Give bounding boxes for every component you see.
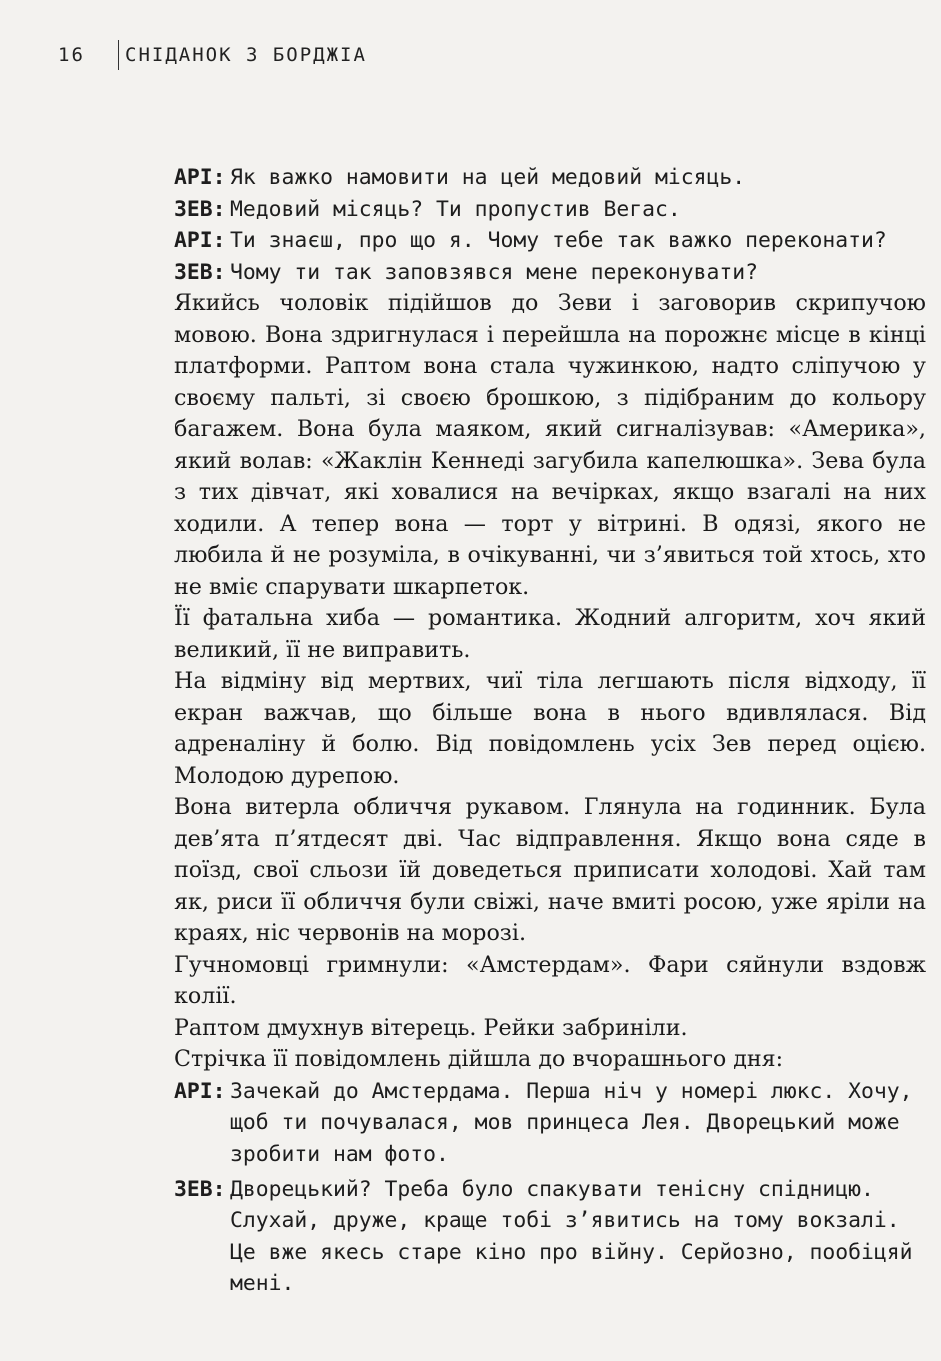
- paragraph: Вона витерла обличчя рукавом. Глянула на годинник. Була дев’ята п’ятдесят дві. Час відправлення. Якщо вона сяде в поїзд, свої сльози їй доведеться приписати холодові. Хай там як, риси її обличчя були свіжі, наче вмиті росою, уже яріли на краях, ніс червонів на морозі.: [174, 794, 926, 947]
- running-title: СНІДАНОК З БОРДЖІА: [125, 44, 367, 66]
- dialog-text: Як важко намовити на цей медовий місяць.: [230, 165, 746, 190]
- dialog-text: Зачекай до Амстердама. Перша ніч у номері люкс. Хочу, щоб ти почувалася, мов принцеса Лея. Дворецький може зробити нам фото.: [230, 1078, 913, 1168]
- dialog-text: Медовий місяць? Ти пропустив Вегас.: [230, 196, 681, 222]
- paragraph: Стрічка її повідомлень дійшла до вчорашнього дня:: [174, 1046, 784, 1073]
- speaker-label: ЗЕВ:: [174, 259, 226, 285]
- dialog-line: [174, 194, 926, 226]
- paragraph: Гучномовці гримнули: «Амстердам». Фари сяйнули вздовж колії.: [174, 951, 926, 1010]
- speaker-label: ЗЕВ:: [174, 1176, 226, 1202]
- dialog-line: [174, 1076, 926, 1171]
- dialog-line: [174, 162, 926, 194]
- page-body: [174, 162, 926, 1300]
- paragraph: На відміну від мертвих, чиї тіла легшають після відходу, її екран важчав, що більше вона в нього вдивлялася. Від адреналіну й болю. Від повідомлень усіх Зев перед оцією. Молодою дурепою.: [174, 668, 926, 789]
- paragraph: Раптом дмухнув вітерець. Рейки забриніли.: [174, 1014, 688, 1041]
- dialog-line: [174, 225, 926, 257]
- page-number: 16: [58, 44, 85, 66]
- speaker-label: АРІ:: [174, 1078, 226, 1104]
- dialog-text: Дворецький? Треба було спакувати тенісну спідницю. Слухай, друже, краще тобі з’явитись на тому вокзалі. Це вже якесь старе кіно про війну. Серйозно, пообіцяй мені.: [230, 1176, 913, 1297]
- paragraph: Її фатальна хиба — романтика. Жодний алгоритм, хоч який великий, її не виправить.: [174, 605, 926, 663]
- speaker-label: ЗЕВ:: [174, 196, 226, 222]
- dialog-line: [174, 1174, 926, 1300]
- running-header: [58, 40, 367, 70]
- dialog-line: [174, 257, 926, 289]
- dialog-text: Чому ти так заповзявся мене переконувати?: [230, 259, 759, 285]
- header-divider: [118, 40, 119, 70]
- dialog-text: Ти знаєш, про що я. Чому тебе так важко переконати?: [230, 228, 887, 254]
- paragraph: Якийсь чоловік підійшов до Зеви і заговорив скрипучою мовою. Вона здригнулася і перейшла на порожнє місце в кінці платформи. Раптом вона стала чужинкою, надто сліпучою у своєму пальті, зі своєю брошкою, з підібраним до кольору багажем. Вона була маяком, який сигналізував: «Америка», який волав: «Жаклін Кеннеді загубила капелюшка». Зева була з тих дівчат, які ховалися на вечірках, якщо взагалі на них ходили. А тепер вона — торт у вітрині. В одязі, якого не любила й не розуміла, в очікуванні, чи з’явиться той хтось, хто не вміє спарувати шкарпеток.: [174, 290, 926, 600]
- speaker-label: АРІ:: [174, 228, 226, 254]
- speaker-label: АРІ:: [174, 165, 226, 190]
